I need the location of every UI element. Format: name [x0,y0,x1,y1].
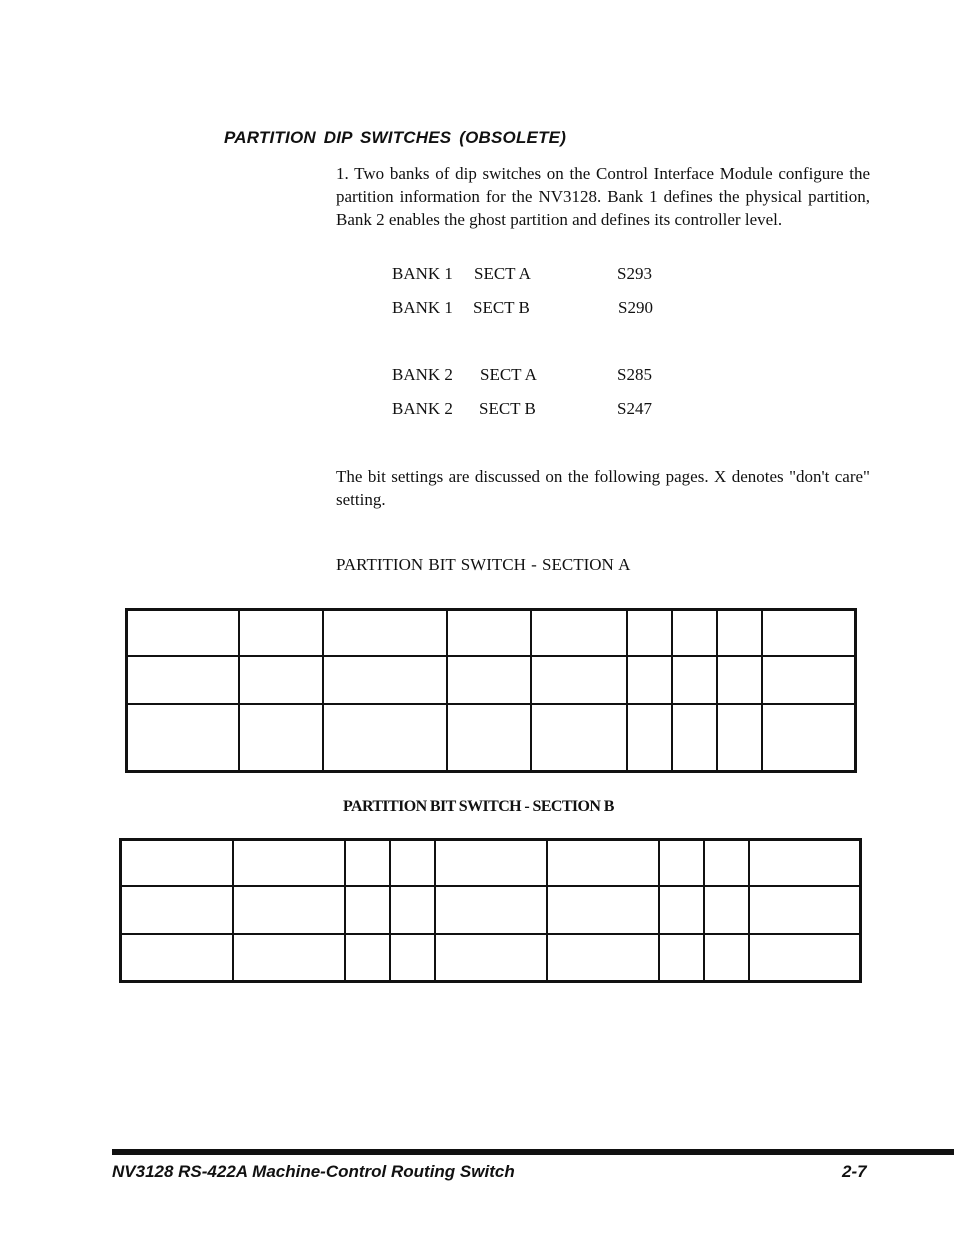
table-cell [233,886,345,934]
table-cell [531,610,627,656]
table-cell [345,934,390,982]
table-row [127,704,856,772]
table-cell [547,934,659,982]
table-cell [323,610,447,656]
partition-table-section-b [119,838,862,983]
table-cell [390,840,435,886]
table-cell [672,704,717,772]
table-row [127,610,856,656]
sect-label: SECT B [473,298,530,317]
table-row [127,656,856,704]
table-cell [547,886,659,934]
table-row [121,840,861,886]
bank-row [392,298,692,320]
table-cell [239,704,323,772]
table-cell [717,656,762,704]
sect-label: SECT B [479,399,536,418]
table-cell [435,886,547,934]
bank-label: BANK 1 [392,298,453,317]
table-cell [233,934,345,982]
bank-row [392,365,692,387]
partition-table-section-a [125,608,857,773]
bit-settings-note: The bit settings are discussed on the following pages. X denotes "don't care" setting. [336,467,870,509]
table-cell [127,656,239,704]
table-cell [390,886,435,934]
table-cell [627,610,672,656]
table-cell [762,704,856,772]
intro-paragraph: 1. Two banks of dip switches on the Control Interface Module configure the partition information for the NV3128. Bank 1 defines the physical partition, Bank 2 enables the ghost partition and defines its controller level. [336,164,870,229]
table-cell [121,886,233,934]
table-cell [323,704,447,772]
table-cell [127,610,239,656]
table-cell [531,704,627,772]
table-cell [121,840,233,886]
table-cell [704,934,749,982]
table-cell [447,656,531,704]
table-cell [762,610,856,656]
table-cell [659,934,704,982]
table-a-caption: PARTITION BIT SWITCH - SECTION A [336,555,631,574]
table-cell [435,934,547,982]
table-cell [390,934,435,982]
table-cell [749,840,861,886]
table-cell [435,840,547,886]
table-row [121,886,861,934]
table-cell [233,840,345,886]
bank-label: BANK 2 [392,365,453,384]
table-cell [704,840,749,886]
table-cell [345,886,390,934]
bank-label: BANK 1 [392,264,453,283]
bank-row [392,264,692,286]
section-heading: PARTITION DIP SWITCHES (OBSOLETE) [224,128,567,147]
table-cell [239,656,323,704]
footer-title: NV3128 RS-422A Machine-Control Routing Switch [112,1162,515,1181]
table-cell [323,656,447,704]
switch-id: S290 [618,298,653,317]
table-cell [547,840,659,886]
table-cell [627,704,672,772]
table-cell [627,656,672,704]
table-cell [121,934,233,982]
table-cell [659,886,704,934]
table-cell [447,704,531,772]
table-cell [447,610,531,656]
table-cell [749,886,861,934]
table-cell [531,656,627,704]
table-cell [749,934,861,982]
switch-id: S285 [617,365,652,384]
table-cell [345,840,390,886]
table-cell [239,610,323,656]
switch-id: S247 [617,399,652,418]
sect-label: SECT A [474,264,531,283]
bank-row [392,399,692,421]
table-cell [762,656,856,704]
table-cell [672,610,717,656]
table-cell [704,886,749,934]
page-number: 2-7 [842,1162,867,1181]
table-row [121,934,861,982]
table-cell [717,704,762,772]
table-cell [717,610,762,656]
sect-label: SECT A [480,365,537,384]
table-b-caption: PARTITION BIT SWITCH - SECTION B [343,798,614,815]
bank-label: BANK 2 [392,399,453,418]
table-cell [672,656,717,704]
footer-rule [112,1149,954,1155]
switch-id: S293 [617,264,652,283]
table-cell [659,840,704,886]
table-cell [127,704,239,772]
